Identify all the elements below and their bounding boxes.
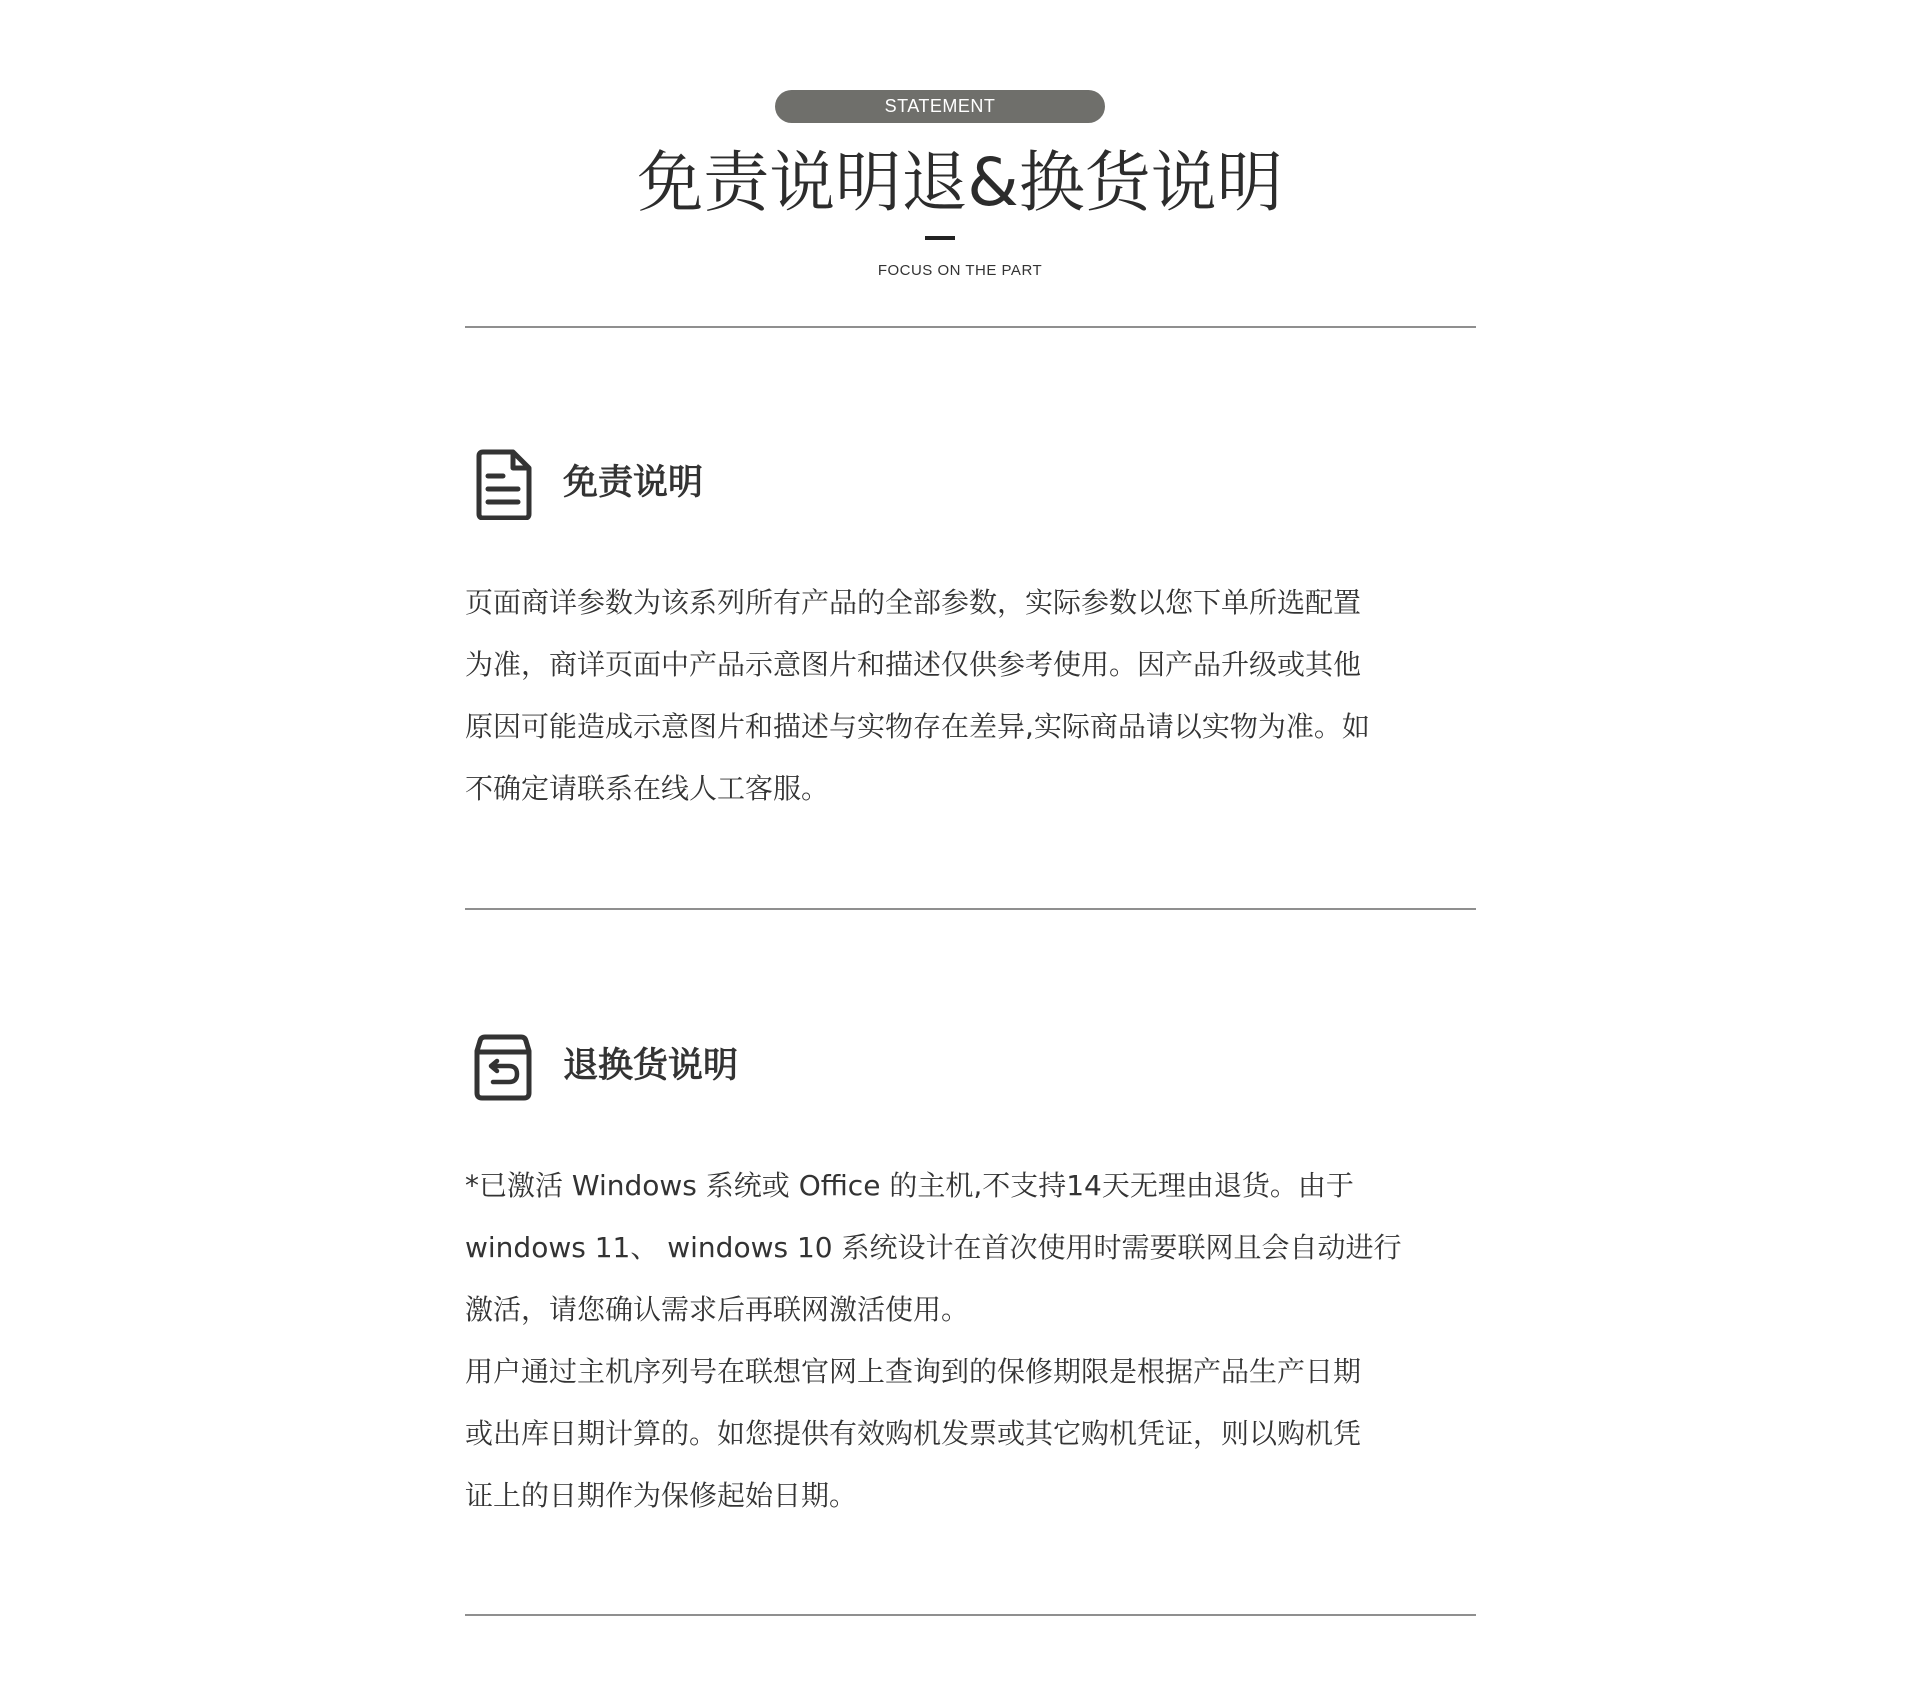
paragraph-line: 或出库日期计算的。如您提供有效购机发票或其它购机凭证，则以购机凭 <box>465 1417 1362 1450</box>
document-icon <box>473 448 533 520</box>
page-title: 免责说明退&换货说明 <box>637 144 1283 221</box>
return-exchange-section <box>465 1031 1476 1551</box>
bottom-divider <box>465 1614 1476 1616</box>
paragraph-line: *已激活 Windows 系统或 Office 的主机,不支持14天无理由退货。由于 <box>465 1169 1354 1202</box>
title-dash-divider <box>925 236 955 240</box>
section-title: 免责说明 <box>563 463 704 503</box>
disclaimer-heading <box>465 448 1065 520</box>
page-header <box>0 0 1920 330</box>
disclaimer-body <box>465 572 1476 820</box>
return-box-icon <box>473 1031 533 1103</box>
paragraph-line: 用户通过主机序列号在联想官网上查询到的保修期限是根据产品生产日期 <box>465 1355 1362 1388</box>
return-exchange-heading <box>465 1031 1065 1103</box>
paragraph-line: windows 11、 windows 10 系统设计在首次使用时需要联网且会自动进行 <box>465 1231 1402 1264</box>
statement-badge: STATEMENT <box>775 90 1105 123</box>
paragraph-line: 页面商详参数为该系列所有产品的全部参数，实际参数以您下单所选配置 <box>465 586 1362 619</box>
paragraph-line: 原因可能造成示意图片和描述与实物存在差异,实际商品请以实物为准。如 <box>465 710 1370 743</box>
disclaimer-section <box>465 448 1476 828</box>
paragraph-line: 不确定请联系在线人工客服。 <box>465 772 830 805</box>
page-subtitle: FOCUS ON THE PART <box>877 262 1043 279</box>
paragraph-line: 激活，请您确认需求后再联网激活使用。 <box>465 1293 970 1326</box>
header-divider <box>465 326 1476 328</box>
section-title: 退换货说明 <box>563 1046 739 1086</box>
return-exchange-body <box>465 1155 1476 1527</box>
paragraph-line: 证上的日期作为保修起始日期。 <box>465 1479 858 1512</box>
section-divider <box>465 908 1476 910</box>
paragraph-line: 为准，商详页面中产品示意图片和描述仅供参考使用。因产品升级或其他 <box>465 648 1362 681</box>
